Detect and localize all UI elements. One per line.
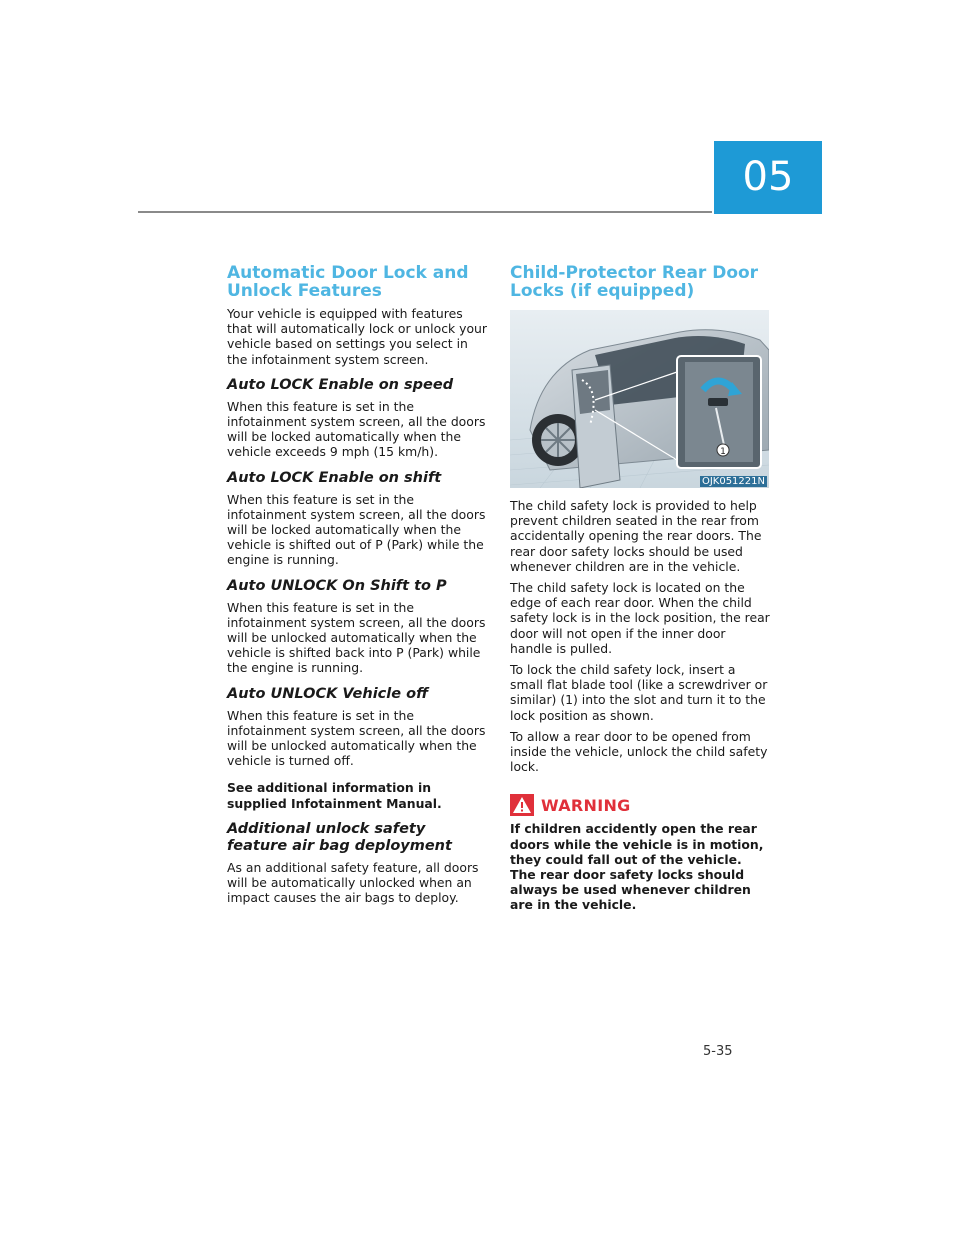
paragraph-child-lock-lock: To lock the child safety lock, insert a small flat blade tool (like a screwdriver or similar) (1) into the slot and turn it to the lock position as shown. (510, 662, 768, 723)
paragraph-child-lock-purpose: The child safety lock is provided to help prevent children seated in the rear from accidentally opening the rear doors. The rear door safety locks should be used whenever children are in the vehicle. (510, 498, 762, 574)
warning-triangle-icon (510, 794, 534, 816)
car-door-drawing (510, 310, 769, 488)
page-number: 5-35 (703, 1044, 733, 1059)
paragraph-lock-shift: When this feature is set in the infotainment system screen, all the doors will be locked automatically when the vehicle is shifted out of P (Park) while the engine is running. (227, 491, 486, 568)
infotainment-note: See additional information in supplied Infotainment Manual. (227, 780, 442, 811)
section-heading-auto-lock: Automatic Door Lock and Unlock Features (227, 263, 469, 301)
section-heading-child-lock: Child-Protector Rear Door Locks (if equipped) (510, 263, 759, 301)
paragraph-lock-speed: When this feature is set in the infotainment system screen, all the doors will be locked automatically when the vehicle exceeds 9 mph (15 km/h). (227, 398, 486, 460)
figure-code: OJK051221N (701, 476, 765, 487)
paragraph-unlock-shift: When this feature is set in the infotainment system screen, all the doors will be unlocked automatically when the vehicle is shifted back into P (Park) while the engine is running. (227, 599, 486, 676)
child-lock-illustration (510, 310, 769, 488)
subheading-unlock-off: Auto UNLOCK Vehicle off (227, 685, 429, 702)
subheading-lock-speed: Auto LOCK Enable on speed (227, 376, 454, 393)
warning-title: WARNING (541, 795, 631, 815)
chapter-tab: 05 (714, 141, 822, 214)
right-column (510, 264, 770, 913)
left-column (227, 264, 489, 911)
subheading-lock-shift: Auto LOCK Enable on shift (227, 469, 442, 486)
callout-number: 1 (720, 447, 726, 457)
paragraph-child-lock-location: The child safety lock is located on the edge of each rear door. When the child safety lock is in the lock position, the rear door will not open if the inner door handle is pulled. (510, 580, 770, 656)
header-rule (138, 211, 712, 213)
subheading-unlock-shift: Auto UNLOCK On Shift to P (227, 577, 447, 594)
paragraph-child-lock-unlock: To allow a rear door to be opened from inside the vehicle, unlock the child safety lock. (510, 728, 768, 775)
paragraph-airbag-unlock: As an additional safety feature, all doors will be automatically unlocked when an impact causes the air bags to deploy. (227, 859, 479, 906)
warning-header (510, 794, 770, 816)
intro-paragraph: Your vehicle is equipped with features that will automatically lock or unlock your vehicle based on settings you select in the infotainment system screen. (227, 306, 487, 367)
paragraph-unlock-off: When this feature is set in the infotainment system screen, all the doors will be unlocked automatically when the vehicle is turned off. (227, 707, 486, 769)
warning-text: If children accidently open the rear doors while the vehicle is in motion, they could fall out of the vehicle. The rear door safety locks should always be used whenever children are in the vehicle. (510, 821, 764, 913)
subheading-airbag-unlock: Additional unlock safety feature air bag deployment (227, 820, 452, 854)
